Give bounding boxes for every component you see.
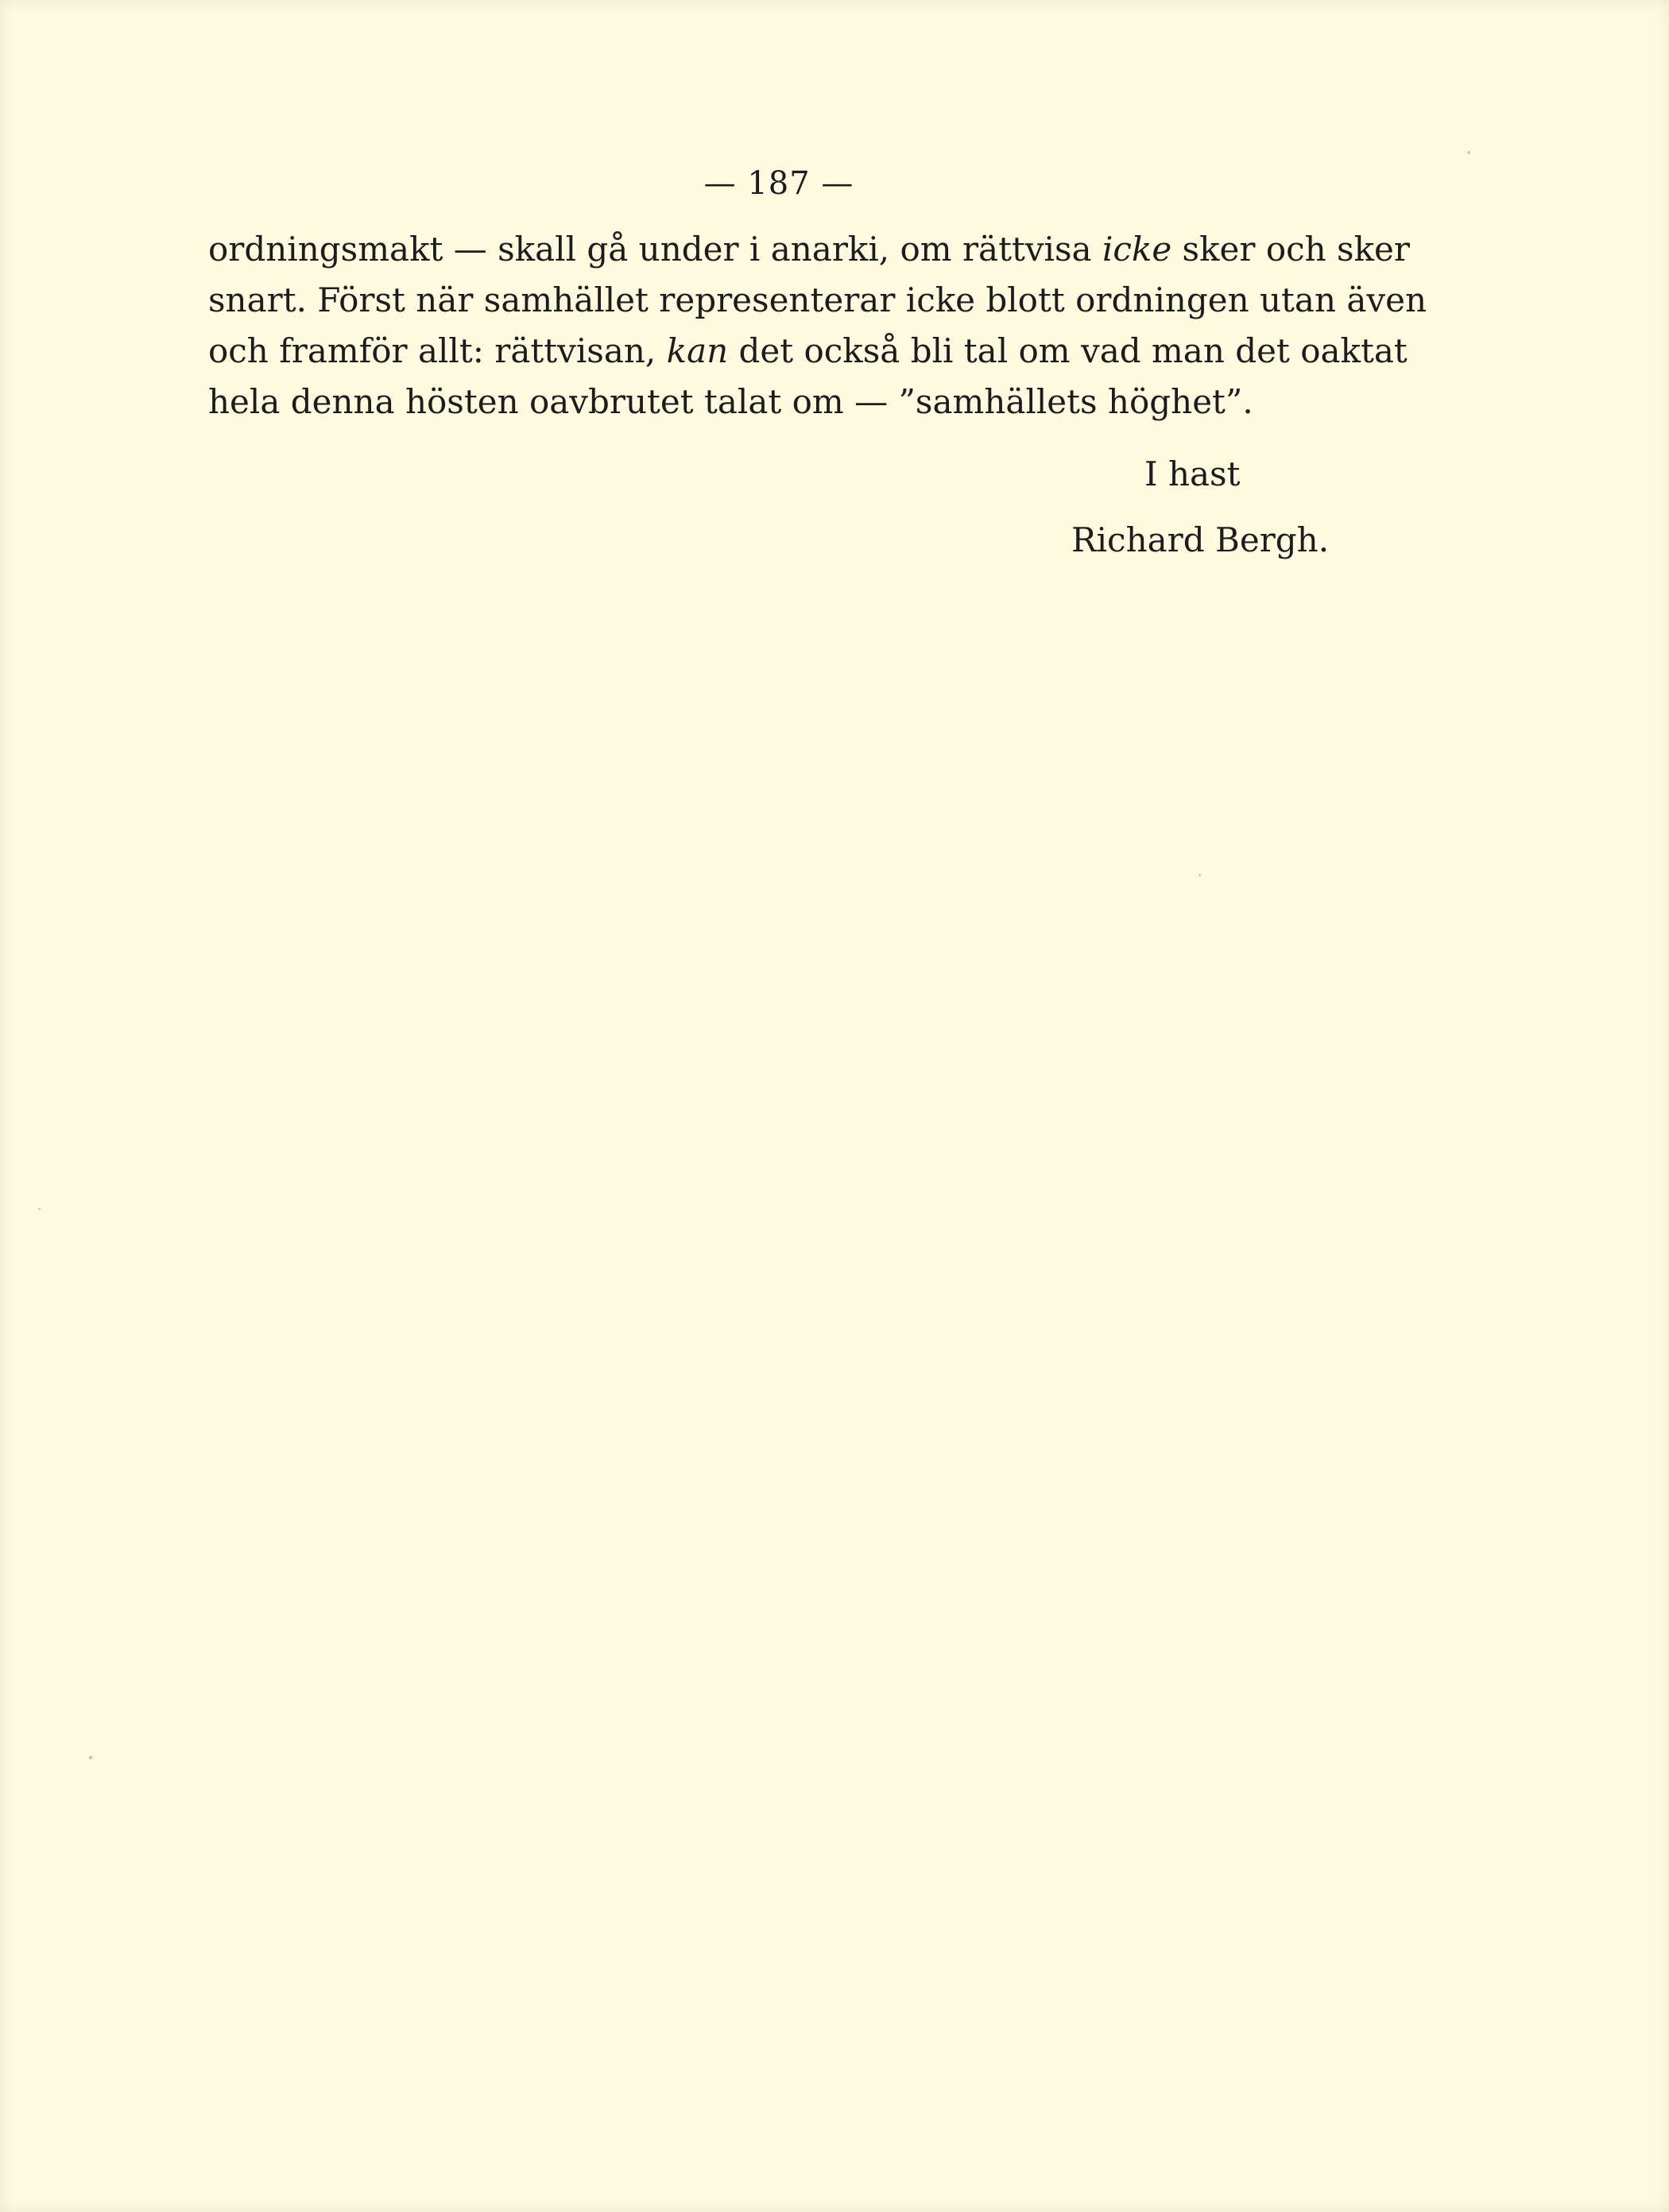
paper-speck (1199, 874, 1201, 876)
closing-phrase: I hast (1144, 454, 1241, 493)
text-line-4: hela denna hösten oavbrutet talat om — ”samhällets höghet”. (208, 382, 1253, 421)
page-number: — 187 — (703, 165, 854, 202)
text-line-1 (208, 224, 1410, 275)
paper-speck (38, 1208, 41, 1210)
italic-word-icke: icke (1102, 230, 1172, 269)
body-paragraph (208, 224, 1427, 427)
paper-speck (1467, 151, 1470, 154)
text-segment: ordningsmakt — skall gå under i anarki, om rättvisa (208, 230, 1102, 269)
text-line-3 (208, 326, 1408, 377)
italic-word-kan: kan (666, 331, 729, 370)
text-line-2: snart. Först när samhället representerar icke blott ordningen utan även (208, 280, 1427, 319)
signature: Richard Bergh. (1071, 520, 1330, 559)
paper-speck (89, 1756, 92, 1759)
text-segment: det också bli tal om vad man det oaktat (728, 331, 1408, 370)
text-segment: sker och sker (1171, 230, 1410, 269)
text-segment: och framför allt: rättvisan, (208, 331, 667, 370)
